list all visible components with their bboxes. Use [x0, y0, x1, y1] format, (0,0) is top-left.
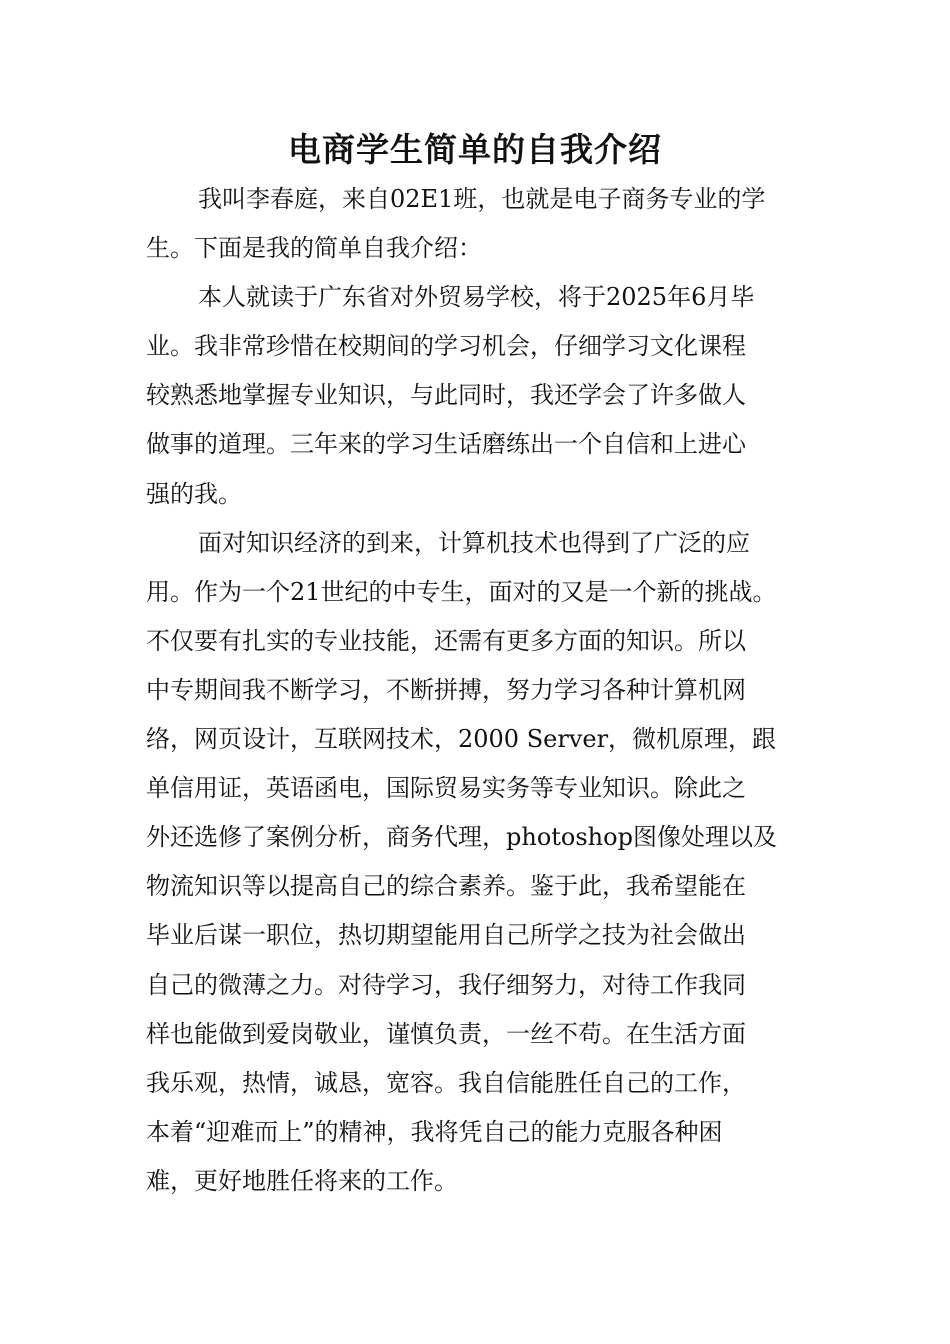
- text-line: 不仅要有扎实的专业技能，还需有更多方面的知识。所以: [146, 626, 746, 655]
- text-line: 业。我非常珍惜在校期间的学习机会，仔细学习文化课程: [146, 332, 746, 361]
- text-line: 用。作为一个21世纪的中专生，面对的又是一个新的挑战。: [146, 577, 777, 606]
- text-line: 较熟悉地掌握专业知识，与此同时，我还学会了许多做人: [146, 381, 746, 410]
- text-line: 生。下面是我的简单自我介绍：: [146, 234, 482, 263]
- paragraph-skills: [146, 519, 814, 1206]
- text-line: 我乐观，热情，诚恳，宽容。我自信能胜任自己的工作，: [146, 1068, 746, 1097]
- paragraph-school: [146, 273, 814, 518]
- text-line: 物流知识等以提高自己的综合素养。鉴于此，我希望能在: [146, 872, 746, 901]
- text-line: 我叫李春庭，来自02E1班，也就是电子商务专业的学: [198, 185, 766, 213]
- text-line: 难，更好地胜任将来的工作。: [146, 1166, 458, 1195]
- text-line: 样也能做到爱岗敬业，谨慎负责，一丝不苟。在生活方面: [146, 1019, 746, 1048]
- paragraph-intro: [146, 175, 814, 273]
- text-line: 本人就读于广东省对外贸易学校，将于2025年6月毕: [198, 283, 755, 312]
- document-body: [146, 175, 814, 1206]
- text-line: 自己的微薄之力。对待学习，我仔细努力，对待工作我同: [146, 970, 746, 999]
- text-line: 强的我。: [146, 479, 242, 508]
- text-line: 做事的道理。三年来的学习生话磨练出一个自信和上进心: [146, 430, 746, 459]
- text-line: 外还选修了案例分析，商务代理，photoshop图像处理以及: [146, 823, 777, 852]
- text-line: 单信用证，英语函电，国际贸易实务等专业知识。除此之: [146, 774, 746, 803]
- text-line: 络，网页设计，互联网技术，2000 Server，微机原理，跟: [146, 725, 777, 754]
- text-line: 毕业后谋一职位，热切期望能用自己所学之技为社会做出: [146, 921, 746, 950]
- document-title: 电商学生简单的自我介绍: [288, 130, 662, 169]
- text-line: 中专期间我不断学习，不断拼搏，努力学习各种计算机网: [146, 675, 746, 704]
- text-line: 面对知识经济的到来，计算机技术也得到了广泛的应: [198, 528, 750, 557]
- text-line: 本着“迎难而上”的精神，我将凭自己的能力克服各种困: [146, 1117, 723, 1146]
